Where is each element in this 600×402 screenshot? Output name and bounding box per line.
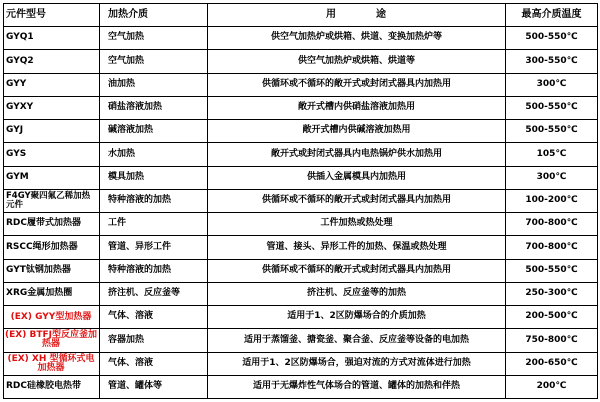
header-row — [4, 4, 598, 27]
header-medium: 加热介质 — [100, 4, 208, 27]
table-row — [4, 50, 598, 73]
model-cell: GYT钛钢加热器 — [4, 259, 100, 282]
model-cell: GYQ1 — [4, 27, 100, 50]
temp-cell: 700-800℃ — [506, 213, 598, 236]
usage-cell: 供空气加热炉或烘箱、烘道、变换加热炉等 — [208, 27, 506, 50]
medium-cell: 油加热 — [100, 73, 208, 96]
table-row — [4, 306, 598, 329]
medium-cell: 气体、溶液 — [100, 352, 208, 375]
header-model: 元件型号 — [4, 4, 100, 27]
usage-cell: 挤注机、反应釜等的加热 — [208, 282, 506, 305]
usage-cell: 适用于无爆炸性气体场合的管道、罐体的加热和伴热 — [208, 375, 506, 398]
temp-cell: 100-200℃ — [506, 189, 598, 212]
temp-cell: 500-550℃ — [506, 120, 598, 143]
temp-cell: 500-550℃ — [506, 96, 598, 119]
model-cell: XRG金属加热圈 — [4, 282, 100, 305]
table-row — [4, 143, 598, 166]
medium-cell: 挤注机、反应釜等 — [100, 282, 208, 305]
temp-cell: 200-650℃ — [506, 352, 598, 375]
usage-cell: 供插入金属模具内加热用 — [208, 166, 506, 189]
table-row — [4, 236, 598, 259]
table-row — [4, 329, 598, 352]
usage-cell: 供空气加热炉或烘箱、烘道等 — [208, 50, 506, 73]
model-cell: GYY — [4, 73, 100, 96]
temp-cell: 300-550℃ — [506, 50, 598, 73]
table-row — [4, 375, 598, 398]
temp-cell: 105℃ — [506, 143, 598, 166]
usage-cell: 供循环或不循环的敞开式或封闭式器具内加热用 — [208, 73, 506, 96]
medium-cell: 硝盐溶液加热 — [100, 96, 208, 119]
model-cell: GYXY — [4, 96, 100, 119]
usage-cell: 管道、接头、异形工件的加热、保温或热处理 — [208, 236, 506, 259]
usage-cell: 工件加热或热处理 — [208, 213, 506, 236]
temp-cell: 250-300℃ — [506, 282, 598, 305]
usage-cell: 供循环或不循环的敞开式或封闭式器具内加热用 — [208, 189, 506, 212]
usage-cell: 适用于蒸馏釜、搪瓷釜、聚合釜、反应釜等设备的电加热 — [208, 329, 506, 352]
table-row — [4, 73, 598, 96]
temp-cell: 500-550℃ — [506, 259, 598, 282]
medium-cell: 特种溶液的加热 — [100, 189, 208, 212]
table-row — [4, 96, 598, 119]
medium-cell: 碱溶液加热 — [100, 120, 208, 143]
medium-cell: 气体、溶液 — [100, 306, 208, 329]
medium-cell: 空气加热 — [100, 27, 208, 50]
header-usage: 用途 — [208, 4, 506, 27]
medium-cell: 特种溶液的加热 — [100, 259, 208, 282]
heater-spec-table — [3, 3, 598, 399]
medium-cell: 管道、异形工件 — [100, 236, 208, 259]
model-cell: RDC履带式加热器 — [4, 213, 100, 236]
model-cell: F4GY聚四氟乙稀加热元件 — [4, 189, 100, 212]
temp-cell: 200-500℃ — [506, 306, 598, 329]
medium-cell: 模具加热 — [100, 166, 208, 189]
temp-cell: 700-800℃ — [506, 236, 598, 259]
usage-cell: 敞开式槽内供硝盐溶液加热用 — [208, 96, 506, 119]
medium-cell: 管道、罐体等 — [100, 375, 208, 398]
model-cell: GYJ — [4, 120, 100, 143]
header-temp: 最高介质温度 — [506, 4, 598, 27]
temp-cell: 300℃ — [506, 73, 598, 96]
medium-cell: 工件 — [100, 213, 208, 236]
model-cell: (EX) BTFJ型反应釜加热器 — [4, 329, 100, 352]
table-row — [4, 282, 598, 305]
temp-cell: 750-800℃ — [506, 329, 598, 352]
usage-cell: 敞开式或封闭式器具内电热锅炉供水加热用 — [208, 143, 506, 166]
model-cell: RDC硅橡胶电热带 — [4, 375, 100, 398]
table-row — [4, 189, 598, 212]
table-row — [4, 120, 598, 143]
temp-cell: 200℃ — [506, 375, 598, 398]
table-row — [4, 27, 598, 50]
table-row — [4, 259, 598, 282]
temp-cell: 500-550℃ — [506, 27, 598, 50]
medium-cell: 水加热 — [100, 143, 208, 166]
table-row — [4, 213, 598, 236]
temp-cell: 300℃ — [506, 166, 598, 189]
usage-cell: 适用于1、2区防爆场合的介质加热 — [208, 306, 506, 329]
spec-table-container — [3, 3, 597, 399]
model-cell: RSCC绳形加热器 — [4, 236, 100, 259]
model-cell: (EX) XH 型循环式电加热器 — [4, 352, 100, 375]
model-cell: GYQ2 — [4, 50, 100, 73]
model-cell: (EX) GYY型加热器 — [4, 306, 100, 329]
usage-cell: 适用于1、2区防爆场合，强迫对流的方式对流体进行加热 — [208, 352, 506, 375]
usage-cell: 供循环或不循环的敞开式或封闭式器具内加热用 — [208, 259, 506, 282]
table-row — [4, 166, 598, 189]
table-row — [4, 352, 598, 375]
usage-cell: 敞开式槽内供碱溶液加热用 — [208, 120, 506, 143]
model-cell: GYM — [4, 166, 100, 189]
model-cell: GYS — [4, 143, 100, 166]
medium-cell: 容器加热 — [100, 329, 208, 352]
medium-cell: 空气加热 — [100, 50, 208, 73]
